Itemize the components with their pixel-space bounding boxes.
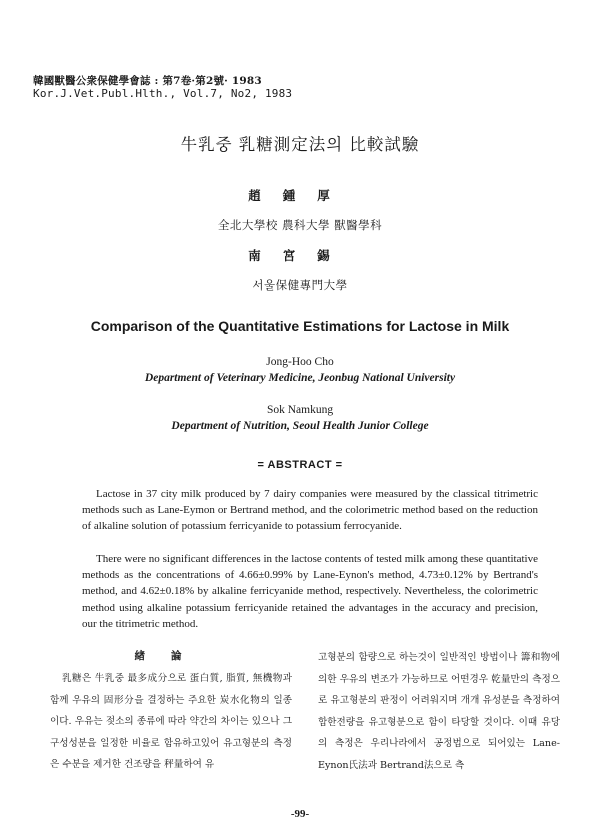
- english-affiliation-1: Department of Veterinary Medicine, Jeonbug National University: [144, 372, 456, 384]
- korean-title: 牛乳중 乳糖測定法의 比較試驗: [180, 135, 420, 154]
- journal-citation-english: Kor.J.Vet.Publ.Hlth., Vol.7, No2, 1983: [33, 87, 293, 100]
- korean-affiliation-1: 全北大學校 農科大學 獸醫學科: [217, 218, 383, 232]
- abstract-paragraph-2-text: There were no significant differences in the lactose contents of tested milk among these quantitative methods as the concentrations of 4.66±0.99% by Lane-Eynon's method, 4.73±0.12% by Bertrand's method, and 4.62±0.18% by alkaline ferricyanide method, respectively. Nevertheless, the colorimetric method using alkaline potassium ferricyanide retained the advantages in the accuracy and precision, our the titrimetric method.: [82, 553, 538, 630]
- introduction-heading: 緖論: [134, 650, 208, 662]
- introduction-right-column: 고형분의 함량으로 하는것이 일반적인 방법이나 籌和物에 의한 우유의 변조가 가능하므로 어떤경우 乾量만의 측정으로 유고형분의 판정이 어려워지며 개개 유성분을 측정하여 합한전량을 유고형분으로 함이 타당할 것이다. 이때 유당의 측정은 우리나라에서 공정법으로 되어있는 Lane-Eynon氏法과 Bertrand法으로 측: [318, 652, 560, 771]
- journal-citation-korean: 韓國獸醫公衆保健學會誌 : 第7卷·第2號· 1983: [33, 75, 262, 87]
- english-author-1: Jong-Hoo Cho: [266, 356, 334, 368]
- korean-affiliation-2: 서울保健專門大學: [252, 278, 348, 292]
- english-affiliation-2: Department of Nutrition, Seoul Health Junior College: [171, 420, 429, 432]
- abstract-paragraph-2: [82, 551, 538, 632]
- korean-author-1: 趙鍾厚: [248, 188, 352, 203]
- english-title: Comparison of the Quantitative Estimations for Lactose in Milk: [90, 318, 510, 334]
- abstract-paragraph-1: [82, 486, 538, 535]
- korean-author-2: 南宮錫: [248, 248, 352, 263]
- page-number: -99-: [290, 808, 310, 820]
- abstract-heading: = ABSTRACT =: [257, 459, 343, 471]
- abstract-paragraph-1-text: Lactose in 37 city milk produced by 7 dairy companies were measured by the classical titrimetric methods such as Lane-Eymon or Bertrand method, and the colorimetric method based on the reduction of alkaline solution of potassium ferricyanide to potassium ferrocyanide.: [82, 488, 538, 533]
- english-author-2: Sok Namkung: [266, 404, 334, 416]
- introduction-left-column: 乳糖은 牛乳중 最多成分으로 蛋白質, 脂質, 無機物과 함께 우유의 固形分을 결정하는 주요한 炭水化物의 일종이다. 우유는 젖소의 종류에 따라 약간의 차이는 있으나 그 구성성분을 일정한 비율로 함유하고있어 유고형분의 측정은 수분을 제거한 건조량을 秤量하여 유: [50, 673, 292, 770]
